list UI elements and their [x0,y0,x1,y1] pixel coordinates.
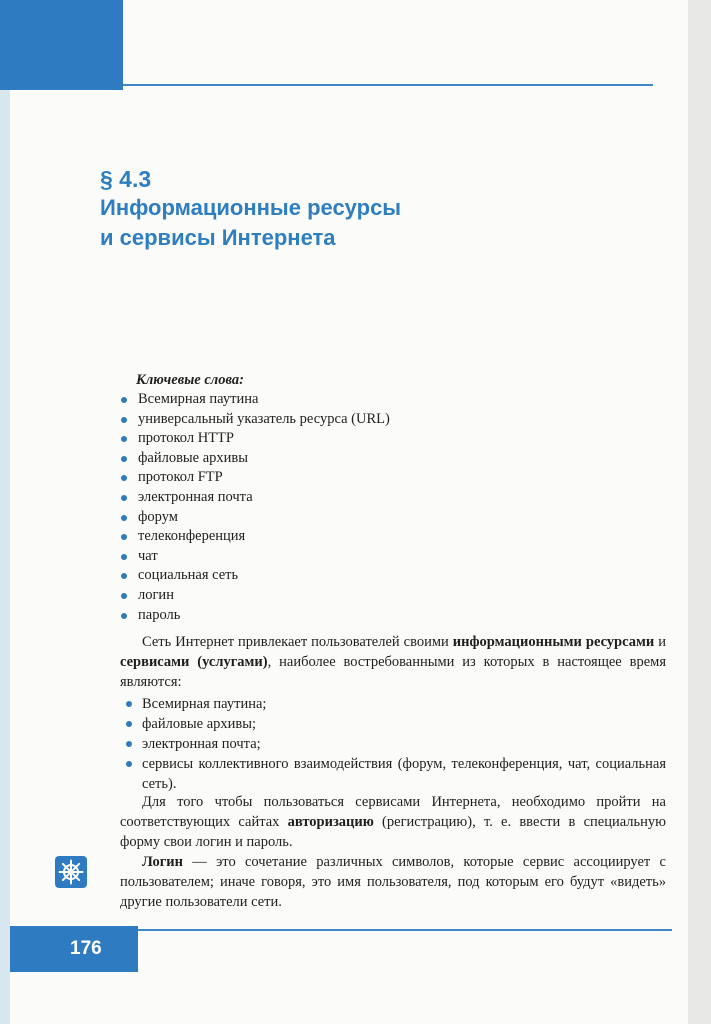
keyword-item: протокол FTP [120,468,390,488]
keyword-item: файловые архивы [120,449,390,469]
keyword-item: логин [120,586,390,606]
keyword-item: протокол HTTP [120,429,390,449]
footer-rule [138,929,672,931]
bullet-icon [121,397,127,403]
bullet-icon [121,515,127,521]
bullet-icon [121,417,127,423]
ship-wheel-icon [55,856,87,888]
bullet-icon [121,475,127,481]
keyword-item: социальная сеть [120,566,390,586]
keyword-item: телеконференция [120,527,390,547]
bullet-icon [121,495,127,501]
term-login: Логин [142,854,183,870]
keyword-item: пароль [120,606,390,626]
margin-strip [0,90,10,1024]
keywords-heading: Ключевые слова: [136,372,244,388]
bullet-icon [121,554,127,560]
header-rule [123,84,653,86]
keyword-item: универсальный указатель ресурса (URL) [120,410,390,430]
term-services: сервисами (услугами) [120,654,268,670]
page-number: 176 [70,938,102,959]
section-title-line-1: Информационные ресурсы [100,195,402,220]
keyword-item: форум [120,508,390,528]
bullet-icon [126,741,132,747]
section-number: § 4.3 [100,166,152,192]
services-list-item: Всемирная паутина; [126,694,666,714]
services-list-item: сервисы коллективного взаимодействия (форум, телеконференция, чат, социальная сеть). [126,754,666,794]
keyword-item: чат [120,547,390,567]
bullet-icon [121,593,127,599]
section-title-line-2: и сервисы Интернета [100,225,336,250]
term-authorization: авторизацию [287,814,374,830]
keyword-item: электронная почта [120,488,390,508]
bullet-icon [126,721,132,727]
bullet-icon [121,534,127,540]
page-edge-strip [688,0,711,1024]
bullet-icon [126,701,132,707]
bullet-icon [121,573,127,579]
bullet-icon [121,456,127,462]
term-information-resources: информационными ресурсами [452,634,655,650]
keyword-item: Всемирная паутина [120,390,390,410]
bullet-icon [121,436,127,442]
paragraph-intro: Сеть Интернет привлекает пользователей своими информационными ресурсами и сервисами (услугами), наиболее востребованными из которых в настоящее время являются: [120,634,666,690]
services-list [126,694,666,794]
bullet-icon [121,613,127,619]
paragraph-authorization: Для того чтобы пользоваться сервисами Интернета, необходимо пройти на соответствующих сайтах авторизацию (регистрацию), т. е. ввести в специальную форму свои логин и пароль. [120,794,666,850]
services-list-item: файловые архивы; [126,714,666,734]
services-list-item: электронная почта; [126,734,666,754]
paragraph-login: Логин — это сочетание различных символов, которые сервис ассоциирует с пользователем; иначе говоря, это имя пользователя, под которым его будут «видеть» другие пользователи сети. [120,854,666,910]
bullet-icon [126,761,132,767]
header-color-block [0,0,123,90]
keywords-list [120,390,390,625]
